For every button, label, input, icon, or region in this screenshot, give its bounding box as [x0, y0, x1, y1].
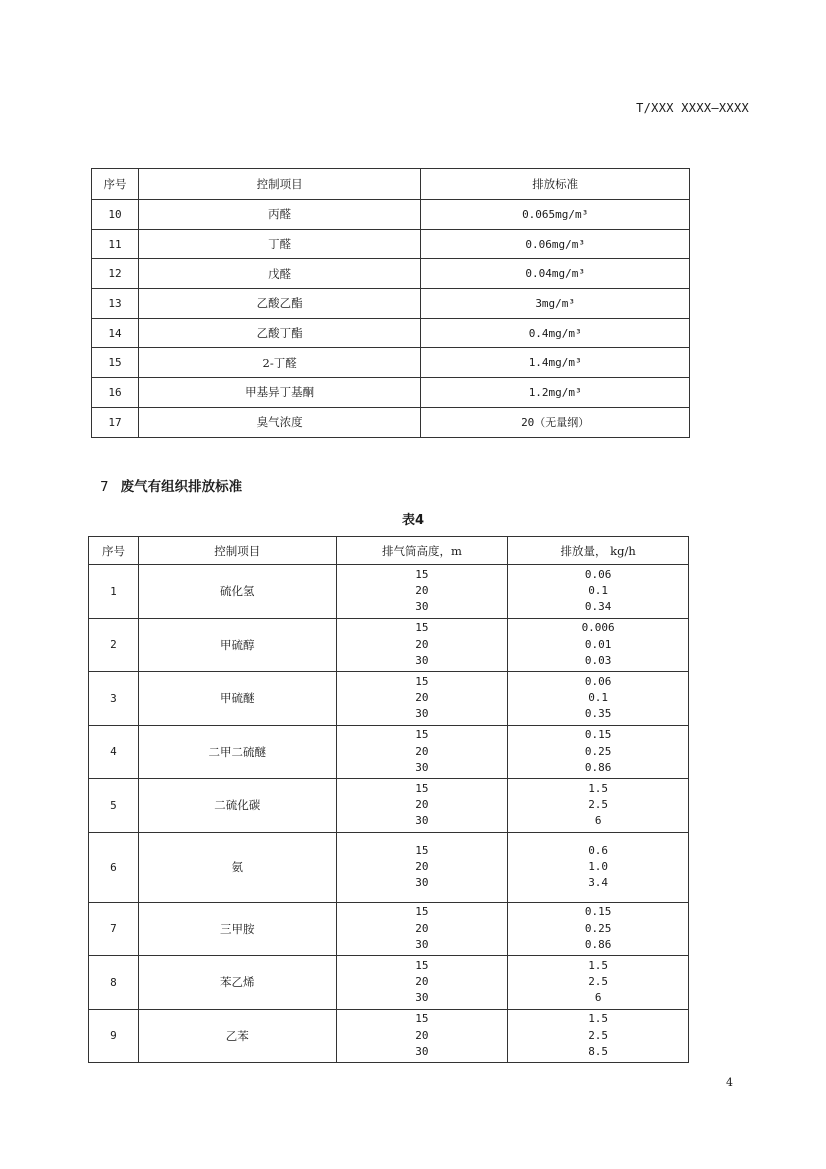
stack-height-cell — [336, 832, 508, 902]
emission-rate-value: 0.15 — [584, 728, 612, 742]
emission-rate-value: 2.5 — [588, 975, 609, 989]
table-row — [92, 259, 690, 289]
stack-height-cell — [336, 956, 508, 1010]
row-number: 9 — [89, 1009, 139, 1063]
table-row — [89, 832, 689, 902]
emission-standard: 0.04mg/m³ — [421, 259, 690, 289]
emission-rate-cell — [508, 832, 689, 902]
stack-height-value: 20 — [415, 859, 429, 873]
column-header-rate: 排放量， kg/h — [508, 537, 689, 565]
stack-height-cell — [336, 565, 508, 619]
emission-rate-value: 1.5 — [588, 958, 609, 972]
stack-height-value: 30 — [415, 600, 429, 614]
emission-rate-value: 8.5 — [588, 1044, 609, 1058]
section-title: 废气有组织排放标准 — [120, 479, 243, 495]
control-item: 氨 — [138, 832, 336, 902]
table-caption: 表4 — [401, 513, 425, 528]
column-header-item: 控制项目 — [138, 169, 420, 200]
emission-rate-value: 0.1 — [588, 584, 609, 598]
emission-rate-cell — [508, 672, 689, 726]
emission-rate-value: 0.15 — [584, 905, 612, 919]
emission-rate-value: 0.34 — [584, 600, 612, 614]
document-code: T/XXX XXXX—XXXX — [636, 101, 749, 115]
control-item: 二硫化碳 — [138, 779, 336, 833]
emission-standard: 0.06mg/m³ — [421, 229, 690, 259]
control-item: 乙酸丁酯 — [138, 318, 420, 348]
table-row — [89, 565, 689, 619]
row-number: 17 — [92, 407, 139, 437]
emission-rate-value: 0.1 — [588, 691, 609, 705]
emission-rate-cell — [508, 956, 689, 1010]
row-number: 15 — [92, 348, 139, 378]
control-item: 臭气浓度 — [138, 407, 420, 437]
row-number: 3 — [89, 672, 139, 726]
stack-height-value: 15 — [415, 843, 429, 857]
table-header-row — [89, 537, 689, 565]
emission-rate-value: 0.25 — [584, 744, 612, 758]
emission-rate-value: 1.0 — [588, 859, 609, 873]
column-header-standard: 排放标准 — [421, 169, 690, 200]
stack-height-value: 15 — [415, 958, 429, 972]
emission-standard: 1.2mg/m³ — [421, 378, 690, 408]
stack-height-value: 15 — [415, 1012, 429, 1026]
control-item: 甲基异丁基酮 — [138, 378, 420, 408]
stack-height-value: 30 — [415, 814, 429, 828]
section-number: 7 — [100, 479, 109, 495]
emission-rate-cell — [508, 565, 689, 619]
emission-rate-value: 2.5 — [588, 1028, 609, 1042]
control-item: 2-丁醛 — [138, 348, 420, 378]
stack-height-value: 20 — [415, 637, 429, 651]
table-row — [92, 229, 690, 259]
stack-height-value: 15 — [415, 674, 429, 688]
emission-rate-value: 0.01 — [584, 637, 612, 651]
stack-height-value: 30 — [415, 707, 429, 721]
emission-rate-value: 0.6 — [588, 843, 609, 857]
stack-height-value: 15 — [415, 621, 429, 635]
emission-rate-value: 0.86 — [584, 760, 612, 774]
control-item: 硫化氢 — [138, 565, 336, 619]
stack-height-value: 20 — [415, 798, 429, 812]
row-number: 8 — [89, 956, 139, 1010]
emission-rate-value: 0.25 — [584, 921, 612, 935]
emission-rate-value: 0.06 — [584, 567, 612, 581]
emission-rate-value: 2.5 — [588, 798, 609, 812]
control-item: 苯乙烯 — [138, 956, 336, 1010]
row-number: 1 — [89, 565, 139, 619]
control-item: 丙醛 — [138, 200, 420, 230]
table-row — [89, 956, 689, 1010]
table-header-row — [92, 169, 690, 200]
row-number: 12 — [92, 259, 139, 289]
row-number: 13 — [92, 289, 139, 319]
stack-height-value: 15 — [415, 728, 429, 742]
stack-height-value: 30 — [415, 991, 429, 1005]
table-row — [89, 779, 689, 833]
table-row — [92, 289, 690, 319]
stack-height-value: 15 — [415, 781, 429, 795]
stack-height-cell — [336, 779, 508, 833]
emission-standard: 0.065mg/m³ — [421, 200, 690, 230]
organized-emission-table — [88, 536, 689, 1063]
row-number: 10 — [92, 200, 139, 230]
stack-height-value: 20 — [415, 584, 429, 598]
stack-height-value: 15 — [415, 905, 429, 919]
stack-height-value: 30 — [415, 937, 429, 951]
emission-rate-cell — [508, 1009, 689, 1063]
row-number: 5 — [89, 779, 139, 833]
table-row — [89, 725, 689, 779]
row-number: 14 — [92, 318, 139, 348]
emission-rate-value: 0.35 — [584, 707, 612, 721]
stack-height-value: 30 — [415, 1044, 429, 1058]
table-row — [92, 200, 690, 230]
emission-standard: 20（无量纲） — [421, 407, 690, 437]
stack-height-value: 20 — [415, 744, 429, 758]
table-row — [89, 672, 689, 726]
control-item: 乙苯 — [138, 1009, 336, 1063]
table-row — [89, 902, 689, 956]
page-number: 4 — [726, 1076, 733, 1089]
emission-rate-value: 1.5 — [588, 1012, 609, 1026]
stack-height-value: 20 — [415, 1028, 429, 1042]
emission-rate-value: 1.5 — [588, 781, 609, 795]
table-row — [92, 378, 690, 408]
stack-height-value: 15 — [415, 567, 429, 581]
emission-rate-value: 0.006 — [581, 621, 615, 635]
emission-rate-cell — [508, 725, 689, 779]
emission-rate-value: 0.86 — [584, 937, 612, 951]
emission-rate-cell — [508, 902, 689, 956]
emission-standard: 3mg/m³ — [421, 289, 690, 319]
emission-rate-value: 3.4 — [588, 876, 609, 890]
table-row — [89, 618, 689, 672]
stack-height-cell — [336, 618, 508, 672]
emission-rate-cell — [508, 779, 689, 833]
control-item: 甲硫醇 — [138, 618, 336, 672]
stack-height-value: 20 — [415, 691, 429, 705]
emission-standard-table — [91, 168, 690, 438]
stack-height-cell — [336, 1009, 508, 1063]
control-item: 乙酸乙酯 — [138, 289, 420, 319]
row-number: 2 — [89, 618, 139, 672]
stack-height-value: 20 — [415, 921, 429, 935]
stack-height-value: 30 — [415, 876, 429, 890]
emission-rate-value: 6 — [594, 991, 602, 1005]
stack-height-value: 30 — [415, 653, 429, 667]
row-number: 11 — [92, 229, 139, 259]
table-row — [92, 348, 690, 378]
emission-standard: 1.4mg/m³ — [421, 348, 690, 378]
control-item: 甲硫醚 — [138, 672, 336, 726]
stack-height-value: 30 — [415, 760, 429, 774]
control-item: 戊醛 — [138, 259, 420, 289]
table-row — [92, 318, 690, 348]
control-item: 丁醛 — [138, 229, 420, 259]
emission-rate-value: 0.06 — [584, 674, 612, 688]
column-header-no: 序号 — [92, 169, 139, 200]
column-header-item: 控制项目 — [138, 537, 336, 565]
table-row — [92, 407, 690, 437]
stack-height-value: 20 — [415, 975, 429, 989]
emission-rate-value: 6 — [594, 814, 602, 828]
row-number: 16 — [92, 378, 139, 408]
control-item: 二甲二硫醚 — [138, 725, 336, 779]
row-number: 4 — [89, 725, 139, 779]
column-header-no: 序号 — [89, 537, 139, 565]
column-header-height: 排气筒高度，m — [336, 537, 508, 565]
stack-height-cell — [336, 902, 508, 956]
emission-rate-value: 0.03 — [584, 653, 612, 667]
stack-height-cell — [336, 672, 508, 726]
emission-rate-cell — [508, 618, 689, 672]
row-number: 7 — [89, 902, 139, 956]
row-number: 6 — [89, 832, 139, 902]
stack-height-cell — [336, 725, 508, 779]
table-row — [89, 1009, 689, 1063]
control-item: 三甲胺 — [138, 902, 336, 956]
emission-standard: 0.4mg/m³ — [421, 318, 690, 348]
section-heading — [100, 475, 242, 495]
